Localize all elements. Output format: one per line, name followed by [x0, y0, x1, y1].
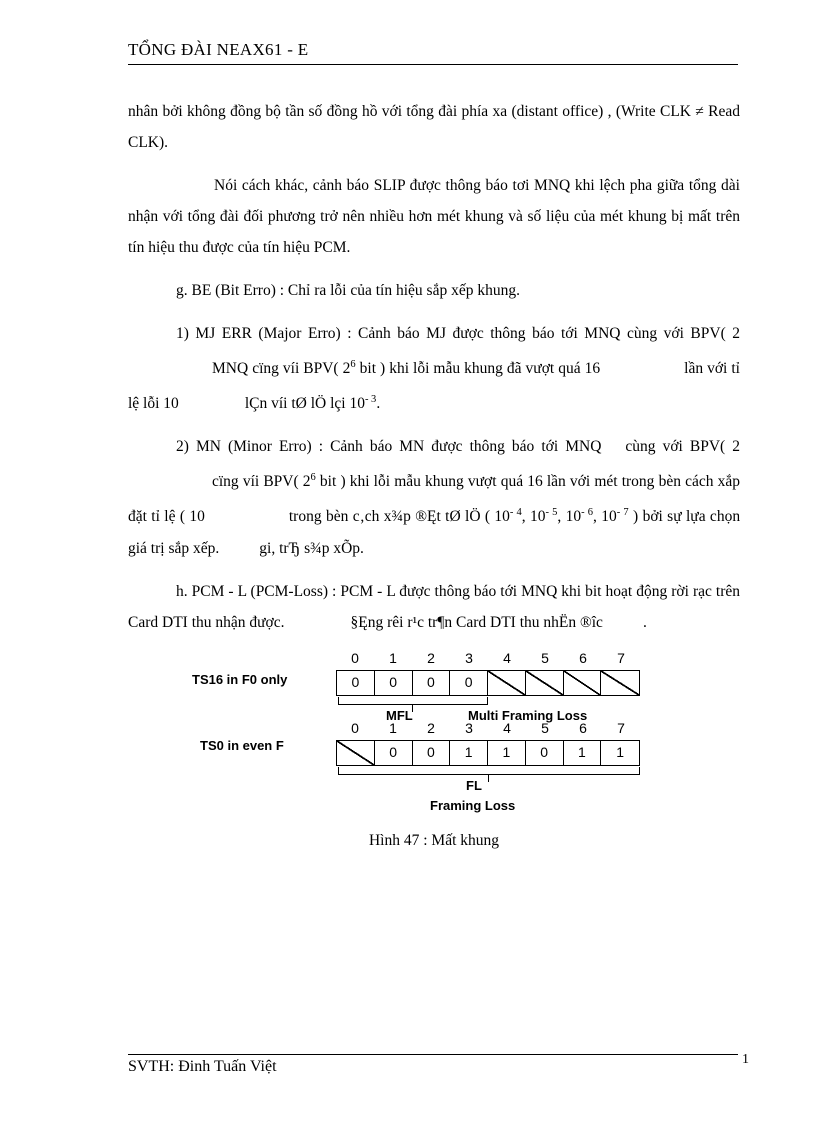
figure-cell: 0 — [413, 671, 451, 695]
mn-err-sup-j: - 6 — [581, 507, 594, 519]
mn-err-text-a: 2) MN (Minor Erro) : Cảnh báo MN được thông báo tới MNQ — [176, 438, 602, 456]
figure-row1-label: TS16 in F0 only — [192, 672, 288, 687]
bit-index: 4 — [503, 720, 511, 736]
bit-index: 0 — [351, 650, 359, 666]
footer-divider — [128, 1054, 738, 1055]
figure-cell-hatched — [526, 671, 564, 695]
mj-err-text-c: bit ) khi lỗi mẫu khung đã vượt quá 16 — [355, 360, 601, 378]
mn-err-text-k: , 10 — [593, 508, 617, 526]
paragraph-4 — [128, 318, 740, 419]
mj-err-text-a: 1) MJ ERR (Major Erro) : Cảnh báo MJ được thông báo tới MNQ cùng với BPV( 2 — [176, 325, 740, 342]
mfl-brace — [338, 697, 488, 705]
mn-err-sup-l: - 7 — [616, 507, 629, 519]
figure-row1-bit-indices — [336, 650, 640, 666]
mn-err-text-c: cïng víi BPV( 2 — [212, 473, 311, 491]
mn-err-text-d: bit ) khi lỗi mẫu khung vượt quá 16 lần với mét trong bèn cách xắp đặt tỉ lệ ( 10 — [128, 473, 740, 526]
paragraph-6 — [128, 576, 740, 638]
mj-err-sup-b: 6 — [350, 359, 356, 370]
mn-err-text-b: cùng với BPV( 2 — [625, 438, 740, 456]
mj-err-text-end: . — [376, 395, 381, 413]
bit-index: 7 — [617, 720, 625, 736]
document-body — [128, 96, 740, 638]
figure-cell: 1 — [450, 741, 488, 765]
page-header — [128, 40, 738, 65]
figure-cell: 0 — [375, 741, 413, 765]
bit-index: 7 — [617, 650, 625, 666]
paragraph-5 — [128, 431, 740, 563]
figure-cell: 1 — [488, 741, 526, 765]
mn-err-text-e: trong bèn c‚ch x¾p ®Ęt tØ lÖ ( 10 — [288, 508, 510, 526]
bit-index: 1 — [389, 650, 397, 666]
bit-index: 6 — [579, 720, 587, 736]
figure-cell: 0 — [526, 741, 564, 765]
mn-err-text-g: , 10 — [521, 508, 546, 526]
paragraph-1: nhân bởi không đồng bộ tần số đồng hồ với tổng đài phía xa (distant office) , (Write CLK ≠ Read CLK). — [128, 103, 740, 151]
mfl-full-label: Multi Framing Loss — [468, 708, 588, 723]
figure-cell: 0 — [450, 671, 488, 695]
mj-err-text-b: MNQ cïng víi BPV( 2 — [212, 360, 351, 378]
fl-brace-tick — [488, 775, 489, 782]
pcm-loss-text-b: §Ęng rêi r¹c tr¶n Card DTI thu nhËn ®îc — [350, 613, 603, 631]
pcm-loss-text-c: . — [642, 613, 647, 631]
paragraph-gap — [128, 306, 740, 318]
bit-index: 3 — [465, 720, 473, 736]
bit-index: 2 — [427, 650, 435, 666]
paragraph-gap — [128, 263, 740, 275]
bit-index: 4 — [503, 650, 511, 666]
fl-abbr-label: FL — [466, 778, 482, 793]
mfl-abbr-label: MFL — [386, 708, 413, 723]
figure-cell-hatched — [488, 671, 526, 695]
figure-cell-hatched — [564, 671, 602, 695]
mj-err-text-d: lần với tỉ lệ lỗi 10 — [128, 360, 740, 413]
figure-row2-label: TS0 in even F — [200, 738, 284, 753]
paragraph-3: g. BE (Bit Erro) : Chỉ ra lỗi của tín hiệu sắp xếp khung. — [176, 282, 520, 299]
mn-err-text-m: ) bởi sự lựa chọn giá trị sắp xếp. — [128, 508, 741, 557]
figure-row2-bit-indices — [336, 720, 640, 736]
mn-err-sup-f: - 4 — [509, 507, 522, 519]
page-number: 1 — [742, 1052, 749, 1067]
mj-err-text-e: lÇn víi tØ lÖ lçi 10 — [244, 395, 365, 413]
mj-err-sup-e: - 3 — [364, 394, 377, 406]
bit-index: 5 — [541, 720, 549, 736]
paragraph-gap — [128, 419, 740, 431]
bit-index: 2 — [427, 720, 435, 736]
mn-err-sup-h: - 5 — [545, 507, 558, 519]
bit-index: 3 — [465, 650, 473, 666]
mn-err-text-i: , 10 — [557, 508, 582, 526]
mn-err-sup-c: 6 — [310, 472, 316, 484]
figure-cell-hatched — [337, 741, 375, 765]
figure-cell: 1 — [616, 744, 625, 760]
figure-cell-hatched — [601, 671, 639, 695]
bit-index: 5 — [541, 650, 549, 666]
fl-brace — [338, 767, 640, 775]
paragraph-gap — [128, 564, 740, 576]
figure-cell: 0 — [337, 671, 375, 695]
paragraph-2: Nói cách khác, cảnh báo SLIP được thông báo tơi MNQ khi lệch pha giữa tổng dài nhận với tổng đài đối phương trở nên nhiều hơn mét khung và số liệu của mét khung bị mất trên tín hiệu thu được của tín hiệu PCM. — [128, 177, 740, 256]
pcm-loss-text-a: h. PCM - L (PCM-Loss) : PCM - L được thông báo tới MNQ khi bit hoạt động rời rạc trên Card DTI thu nhận được. — [128, 582, 740, 631]
figure-cell: 1 — [564, 741, 602, 765]
header-title: TỔNG ĐÀI NEAX61 - E — [128, 40, 309, 59]
figure-row2-cells — [336, 740, 640, 766]
figure-47 — [128, 640, 740, 860]
fl-full-label: Framing Loss — [430, 798, 516, 813]
header-divider — [128, 64, 738, 65]
mn-err-text-n: gi, trЂ s¾p xÕp. — [259, 539, 364, 557]
figure-row1-cells — [336, 670, 640, 696]
figure-caption: Hình 47 : Mất khung — [368, 832, 500, 849]
bit-index: 6 — [579, 650, 587, 666]
figure-cell: 0 — [413, 741, 451, 765]
footer-author: SVTH: Đinh Tuấn Việt — [128, 1058, 277, 1075]
figure-cell: 0 — [375, 671, 413, 695]
bit-index: 0 — [351, 720, 359, 736]
bit-index: 1 — [389, 720, 397, 736]
paragraph-gap — [128, 158, 740, 170]
